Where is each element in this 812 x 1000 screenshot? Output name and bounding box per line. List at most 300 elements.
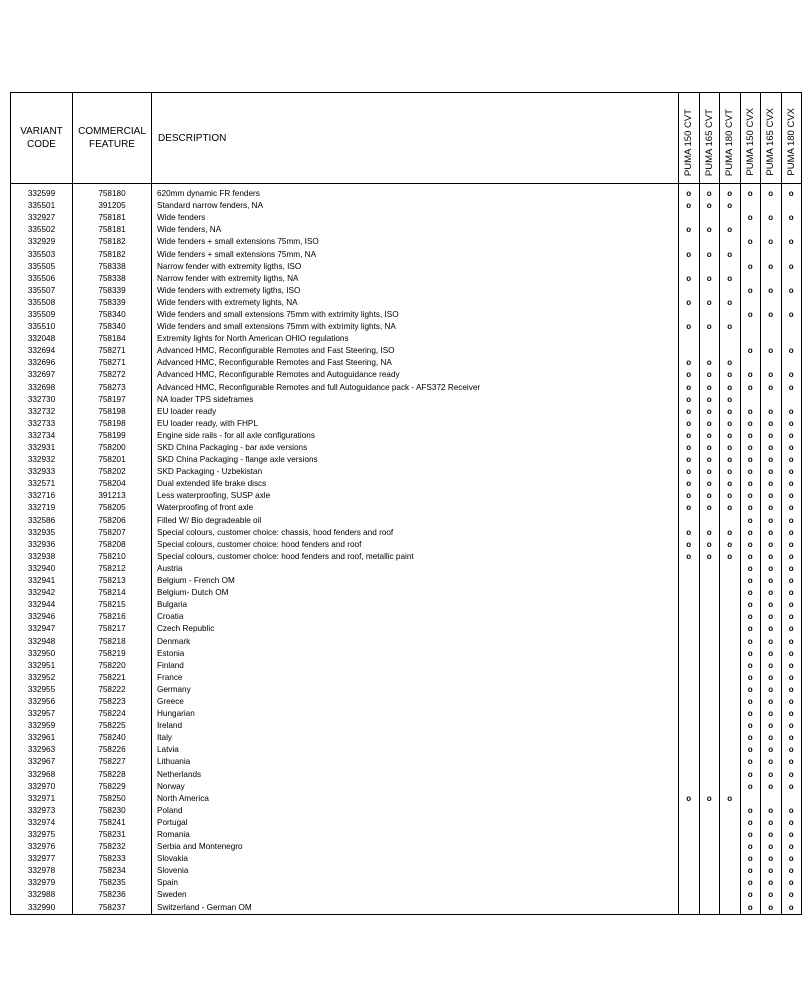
table-row: [11, 248, 802, 260]
availability-mark-model-4: o: [740, 732, 761, 744]
variant-code-cell: 332967: [11, 756, 73, 768]
availability-mark-model-6: o: [781, 212, 802, 224]
availability-mark-model-5: o: [761, 369, 782, 381]
availability-cell-model-1: [679, 756, 700, 768]
availability-mark-model-2: o: [699, 539, 720, 551]
availability-mark-model-5: o: [761, 732, 782, 744]
availability-cell-model-2: [699, 599, 720, 611]
variant-code-cell: 332732: [11, 406, 73, 418]
table-row: [11, 490, 802, 502]
availability-cell-model-3: [720, 648, 741, 660]
header-model-4-label: PUMA 150 CVX: [744, 108, 756, 176]
availability-cell-model-1: [679, 563, 700, 575]
description-cell: Wide fenders: [152, 212, 679, 224]
table-row: [11, 793, 802, 805]
availability-cell-model-3: [720, 769, 741, 781]
variant-code-cell: 332963: [11, 744, 73, 756]
table-row: [11, 841, 802, 853]
availability-cell-model-2: [699, 841, 720, 853]
availability-mark-model-6: o: [781, 490, 802, 502]
description-cell: Narrow fender with extremity ligths, ISO: [152, 261, 679, 273]
commercial-feature-cell: 758197: [73, 394, 152, 406]
commercial-feature-cell: 758232: [73, 841, 152, 853]
availability-mark-model-6: o: [781, 261, 802, 273]
commercial-feature-cell: 758205: [73, 502, 152, 514]
availability-mark-model-1: o: [679, 321, 700, 333]
availability-mark-model-3: o: [720, 502, 741, 514]
variant-code-cell: 332973: [11, 805, 73, 817]
availability-mark-model-5: o: [761, 502, 782, 514]
availability-cell-model-1: [679, 817, 700, 829]
availability-mark-model-5: o: [761, 684, 782, 696]
availability-mark-model-2: o: [699, 466, 720, 478]
availability-cell-model-2: [699, 587, 720, 599]
commercial-feature-cell: 758221: [73, 672, 152, 684]
availability-cell-model-1: [679, 708, 700, 720]
commercial-feature-cell: 758272: [73, 369, 152, 381]
variant-code-cell: 332968: [11, 769, 73, 781]
variant-code-cell: 332938: [11, 551, 73, 563]
description-cell: France: [152, 672, 679, 684]
availability-mark-model-5: o: [761, 490, 782, 502]
commercial-feature-cell: 758233: [73, 853, 152, 865]
availability-mark-model-6: o: [781, 454, 802, 466]
availability-mark-model-3: o: [720, 454, 741, 466]
table-row: [11, 611, 802, 623]
variant-code-cell: 332697: [11, 369, 73, 381]
availability-cell-model-2: [699, 563, 720, 575]
availability-cell-model-2: [699, 345, 720, 357]
availability-mark-model-6: o: [781, 781, 802, 793]
availability-cell-model-1: [679, 672, 700, 684]
availability-cell-model-3: [720, 660, 741, 672]
availability-mark-model-6: o: [781, 551, 802, 563]
availability-cell-model-1: [679, 648, 700, 660]
description-cell: Wide fenders + small extensions 75mm, NA: [152, 248, 679, 260]
availability-mark-model-4: o: [740, 466, 761, 478]
variant-code-cell: 332696: [11, 357, 73, 369]
availability-mark-model-2: o: [699, 418, 720, 430]
availability-mark-model-4: o: [740, 369, 761, 381]
availability-cell-model-3: [720, 829, 741, 841]
commercial-feature-cell: 758208: [73, 539, 152, 551]
commercial-feature-cell: 758184: [73, 333, 152, 345]
availability-mark-model-6: o: [781, 829, 802, 841]
header-model-6: [781, 93, 802, 184]
availability-mark-model-2: o: [699, 297, 720, 309]
commercial-feature-cell: 758228: [73, 769, 152, 781]
header-commercial-feature-line2: FEATURE: [89, 139, 135, 150]
availability-mark-model-5: o: [761, 660, 782, 672]
availability-mark-model-3: o: [720, 418, 741, 430]
table-row: [11, 551, 802, 563]
description-cell: Lithuania: [152, 756, 679, 768]
availability-mark-model-1: o: [679, 357, 700, 369]
availability-cell-model-3: [720, 756, 741, 768]
availability-cell-model-3: [720, 587, 741, 599]
variant-code-cell: 332694: [11, 345, 73, 357]
availability-mark-model-2: o: [699, 551, 720, 563]
availability-mark-model-5: o: [761, 345, 782, 357]
availability-cell-model-3: [720, 696, 741, 708]
availability-cell-model-5: [761, 321, 782, 333]
table-row: [11, 224, 802, 236]
availability-cell-model-5: [761, 224, 782, 236]
availability-cell-model-1: [679, 684, 700, 696]
availability-mark-model-6: o: [781, 345, 802, 357]
description-cell: Extremity lights for North American OHIO regulations: [152, 333, 679, 345]
variant-code-cell: 332933: [11, 466, 73, 478]
availability-mark-model-5: o: [761, 539, 782, 551]
header-model-2-label: PUMA 165 CVT: [703, 108, 715, 176]
commercial-feature-cell: 758234: [73, 865, 152, 877]
availability-cell-model-6: [781, 333, 802, 345]
availability-mark-model-4: o: [740, 781, 761, 793]
availability-cell-model-3: [720, 865, 741, 877]
availability-mark-model-4: o: [740, 599, 761, 611]
table-row: [11, 853, 802, 865]
availability-mark-model-5: o: [761, 611, 782, 623]
commercial-feature-cell: 758273: [73, 382, 152, 394]
availability-mark-model-5: o: [761, 829, 782, 841]
header-variant-code: [11, 93, 73, 184]
description-cell: Slovakia: [152, 853, 679, 865]
table-row: [11, 515, 802, 527]
availability-mark-model-4: o: [740, 889, 761, 901]
availability-cell-model-3: [720, 781, 741, 793]
availability-cell-model-1: [679, 720, 700, 732]
availability-mark-model-4: o: [740, 720, 761, 732]
availability-cell-model-2: [699, 212, 720, 224]
availability-mark-model-5: o: [761, 744, 782, 756]
table-row: [11, 454, 802, 466]
table-row: [11, 321, 802, 333]
description-cell: Wide fenders with extremety ligths, ISO: [152, 285, 679, 297]
commercial-feature-cell: 758339: [73, 297, 152, 309]
availability-mark-model-5: o: [761, 623, 782, 635]
availability-mark-model-2: o: [699, 490, 720, 502]
commercial-feature-cell: 758201: [73, 454, 152, 466]
table-row: [11, 357, 802, 369]
availability-mark-model-4: o: [740, 345, 761, 357]
availability-cell-model-3: [720, 720, 741, 732]
description-cell: EU loader ready, with FHPL: [152, 418, 679, 430]
description-cell: Czech Republic: [152, 623, 679, 635]
commercial-feature-cell: 758241: [73, 817, 152, 829]
availability-mark-model-1: o: [679, 490, 700, 502]
variant-code-cell: 332586: [11, 515, 73, 527]
table-row: [11, 672, 802, 684]
description-cell: Less waterproofing, SUSP axle: [152, 490, 679, 502]
description-cell: Croatia: [152, 611, 679, 623]
commercial-feature-cell: 758223: [73, 696, 152, 708]
availability-cell-model-3: [720, 732, 741, 744]
availability-cell-model-3: [720, 877, 741, 889]
variant-code-cell: 332957: [11, 708, 73, 720]
availability-cell-model-1: [679, 841, 700, 853]
availability-mark-model-2: o: [699, 200, 720, 212]
availability-mark-model-6: o: [781, 466, 802, 478]
availability-mark-model-4: o: [740, 406, 761, 418]
availability-mark-model-4: o: [740, 611, 761, 623]
availability-mark-model-3: o: [720, 382, 741, 394]
availability-mark-model-2: o: [699, 357, 720, 369]
availability-mark-model-4: o: [740, 261, 761, 273]
description-cell: Advanced HMC, Reconfigurable Remotes and Autoguidance ready: [152, 369, 679, 381]
availability-cell-model-3: [720, 611, 741, 623]
availability-mark-model-4: o: [740, 829, 761, 841]
description-cell: Wide fenders and small extensions 75mm with extrimity lights, ISO: [152, 309, 679, 321]
availability-mark-model-1: o: [679, 793, 700, 805]
table-row: [11, 720, 802, 732]
availability-cell-model-1: [679, 575, 700, 587]
availability-mark-model-5: o: [761, 781, 782, 793]
availability-cell-model-2: [699, 575, 720, 587]
description-cell: Greece: [152, 696, 679, 708]
commercial-feature-cell: 758181: [73, 212, 152, 224]
availability-cell-model-3: [720, 672, 741, 684]
availability-mark-model-4: o: [740, 285, 761, 297]
table-row: [11, 902, 802, 915]
description-cell: Spain: [152, 877, 679, 889]
table-row: [11, 648, 802, 660]
availability-mark-model-5: o: [761, 877, 782, 889]
availability-cell-model-3: [720, 635, 741, 647]
availability-mark-model-1: o: [679, 394, 700, 406]
availability-mark-model-6: o: [781, 442, 802, 454]
commercial-feature-cell: 758219: [73, 648, 152, 660]
variant-code-cell: 335501: [11, 200, 73, 212]
variant-code-cell: 332959: [11, 720, 73, 732]
availability-mark-model-6: o: [781, 635, 802, 647]
commercial-feature-cell: 758237: [73, 902, 152, 915]
availability-mark-model-3: o: [720, 224, 741, 236]
availability-cell-model-3: [720, 575, 741, 587]
availability-mark-model-6: o: [781, 902, 802, 915]
availability-mark-model-6: o: [781, 865, 802, 877]
availability-mark-model-3: o: [720, 430, 741, 442]
availability-mark-model-4: o: [740, 684, 761, 696]
availability-mark-model-6: o: [781, 478, 802, 490]
availability-mark-model-4: o: [740, 708, 761, 720]
availability-mark-model-6: o: [781, 684, 802, 696]
availability-cell-model-5: [761, 273, 782, 285]
availability-cell-model-1: [679, 635, 700, 647]
availability-cell-model-2: [699, 648, 720, 660]
availability-cell-model-2: [699, 865, 720, 877]
availability-mark-model-5: o: [761, 672, 782, 684]
availability-cell-model-5: [761, 248, 782, 260]
commercial-feature-cell: 758235: [73, 877, 152, 889]
table-row: [11, 575, 802, 587]
table-row: [11, 563, 802, 575]
availability-mark-model-5: o: [761, 527, 782, 539]
table-row: [11, 708, 802, 720]
availability-mark-model-5: o: [761, 442, 782, 454]
availability-cell-model-1: [679, 599, 700, 611]
description-cell: Bulgaria: [152, 599, 679, 611]
table-header: [11, 93, 802, 189]
availability-cell-model-1: [679, 333, 700, 345]
header-model-3-label: PUMA 180 CVT: [724, 108, 736, 176]
description-cell: Filled W/ Bio degradeable oil: [152, 515, 679, 527]
availability-cell-model-2: [699, 853, 720, 865]
commercial-feature-cell: 758210: [73, 551, 152, 563]
variant-code-cell: 332961: [11, 732, 73, 744]
availability-cell-model-1: [679, 744, 700, 756]
description-cell: Wide fenders, NA: [152, 224, 679, 236]
availability-mark-model-6: o: [781, 696, 802, 708]
variant-code-cell: 332942: [11, 587, 73, 599]
table-row: [11, 430, 802, 442]
availability-mark-model-5: o: [761, 285, 782, 297]
availability-mark-model-6: o: [781, 430, 802, 442]
availability-mark-model-4: o: [740, 539, 761, 551]
availability-cell-model-1: [679, 611, 700, 623]
availability-mark-model-5: o: [761, 515, 782, 527]
availability-cell-model-2: [699, 285, 720, 297]
availability-mark-model-5: o: [761, 902, 782, 915]
description-cell: Wide fenders with extremety lights, NA: [152, 297, 679, 309]
commercial-feature-cell: 758226: [73, 744, 152, 756]
variant-code-cell: 332048: [11, 333, 73, 345]
availability-mark-model-6: o: [781, 708, 802, 720]
availability-mark-model-2: o: [699, 321, 720, 333]
description-cell: Italy: [152, 732, 679, 744]
commercial-feature-cell: 391205: [73, 200, 152, 212]
variant-code-cell: 332948: [11, 635, 73, 647]
commercial-feature-cell: 758202: [73, 466, 152, 478]
availability-mark-model-6: o: [781, 889, 802, 901]
commercial-feature-cell: 758217: [73, 623, 152, 635]
availability-mark-model-1: o: [679, 382, 700, 394]
availability-mark-model-6: o: [781, 672, 802, 684]
availability-mark-model-3: o: [720, 478, 741, 490]
description-cell: Advanced HMC, Reconfigurable Remotes and Fast Steering, NA: [152, 357, 679, 369]
availability-mark-model-6: o: [781, 732, 802, 744]
availability-cell-model-6: [781, 297, 802, 309]
availability-cell-model-6: [781, 273, 802, 285]
commercial-feature-cell: 758218: [73, 635, 152, 647]
variant-code-cell: 332941: [11, 575, 73, 587]
header-commercial-feature: [73, 93, 152, 184]
variant-code-cell: 332940: [11, 563, 73, 575]
availability-mark-model-6: o: [781, 877, 802, 889]
availability-mark-model-4: o: [740, 672, 761, 684]
availability-cell-model-3: [720, 309, 741, 321]
commercial-feature-cell: 758198: [73, 406, 152, 418]
availability-cell-model-2: [699, 660, 720, 672]
availability-mark-model-4: o: [740, 635, 761, 647]
table-row: [11, 442, 802, 454]
availability-mark-model-5: o: [761, 563, 782, 575]
availability-mark-model-6: o: [781, 369, 802, 381]
variant-code-cell: 332970: [11, 781, 73, 793]
variant-code-cell: 332929: [11, 236, 73, 248]
commercial-feature-cell: 758338: [73, 273, 152, 285]
commercial-feature-cell: 758230: [73, 805, 152, 817]
table-row: [11, 309, 802, 321]
availability-mark-model-3: o: [720, 394, 741, 406]
header-model-6-label: PUMA 180 CVX: [785, 108, 797, 176]
availability-mark-model-6: o: [781, 648, 802, 660]
header-model-1-label: PUMA 150 CVT: [683, 108, 695, 176]
availability-mark-model-6: o: [781, 817, 802, 829]
availability-cell-model-1: [679, 261, 700, 273]
availability-cell-model-3: [720, 563, 741, 575]
availability-mark-model-2: o: [699, 442, 720, 454]
header-model-4: [740, 93, 761, 184]
availability-cell-model-3: [720, 817, 741, 829]
description-cell: Advanced HMC, Reconfigurable Remotes and Fast Steering, ISO: [152, 345, 679, 357]
variant-code-cell: 332936: [11, 539, 73, 551]
availability-cell-model-1: [679, 236, 700, 248]
table-row: [11, 527, 802, 539]
availability-mark-model-6: o: [781, 575, 802, 587]
table-row: [11, 333, 802, 345]
availability-cell-model-1: [679, 781, 700, 793]
availability-mark-model-4: o: [740, 418, 761, 430]
availability-mark-model-4: o: [740, 660, 761, 672]
availability-cell-model-4: [740, 248, 761, 260]
commercial-feature-cell: 758220: [73, 660, 152, 672]
description-cell: Dual extended life brake discs: [152, 478, 679, 490]
availability-mark-model-4: o: [740, 430, 761, 442]
availability-mark-model-1: o: [679, 551, 700, 563]
availability-cell-model-2: [699, 672, 720, 684]
commercial-feature-cell: 758180: [73, 188, 152, 200]
availability-mark-model-6: o: [781, 599, 802, 611]
table-row: [11, 261, 802, 273]
table-row: [11, 684, 802, 696]
header-description: DESCRIPTION: [152, 93, 679, 184]
availability-cell-model-6: [781, 248, 802, 260]
availability-mark-model-5: o: [761, 756, 782, 768]
variant-code-cell: 335510: [11, 321, 73, 333]
variant-code-cell: 332599: [11, 188, 73, 200]
description-cell: Romania: [152, 829, 679, 841]
availability-mark-model-3: o: [720, 466, 741, 478]
availability-cell-model-2: [699, 756, 720, 768]
description-cell: Hungarian: [152, 708, 679, 720]
availability-cell-model-1: [679, 877, 700, 889]
description-cell: SKD China Packaging - bar axle versions: [152, 442, 679, 454]
table-row: [11, 829, 802, 841]
description-cell: Austria: [152, 563, 679, 575]
table-row: [11, 732, 802, 744]
availability-cell-model-2: [699, 696, 720, 708]
description-cell: Advanced HMC, Reconfigurable Remotes and full Autoguidance pack - AFS372 Receiver: [152, 382, 679, 394]
availability-cell-model-5: [761, 394, 782, 406]
availability-cell-model-4: [740, 333, 761, 345]
availability-mark-model-5: o: [761, 599, 782, 611]
variant-code-cell: 332947: [11, 623, 73, 635]
variant-code-cell: 332719: [11, 502, 73, 514]
header-model-2: [699, 93, 720, 184]
commercial-feature-cell: 758182: [73, 236, 152, 248]
availability-cell-model-3: [720, 853, 741, 865]
availability-mark-model-1: o: [679, 188, 700, 200]
availability-mark-model-6: o: [781, 285, 802, 297]
table-row: [11, 623, 802, 635]
description-cell: Sweden: [152, 889, 679, 901]
availability-mark-model-3: o: [720, 200, 741, 212]
availability-mark-model-6: o: [781, 406, 802, 418]
availability-mark-model-4: o: [740, 212, 761, 224]
commercial-feature-cell: 758206: [73, 515, 152, 527]
description-cell: Portugal: [152, 817, 679, 829]
availability-mark-model-5: o: [761, 466, 782, 478]
